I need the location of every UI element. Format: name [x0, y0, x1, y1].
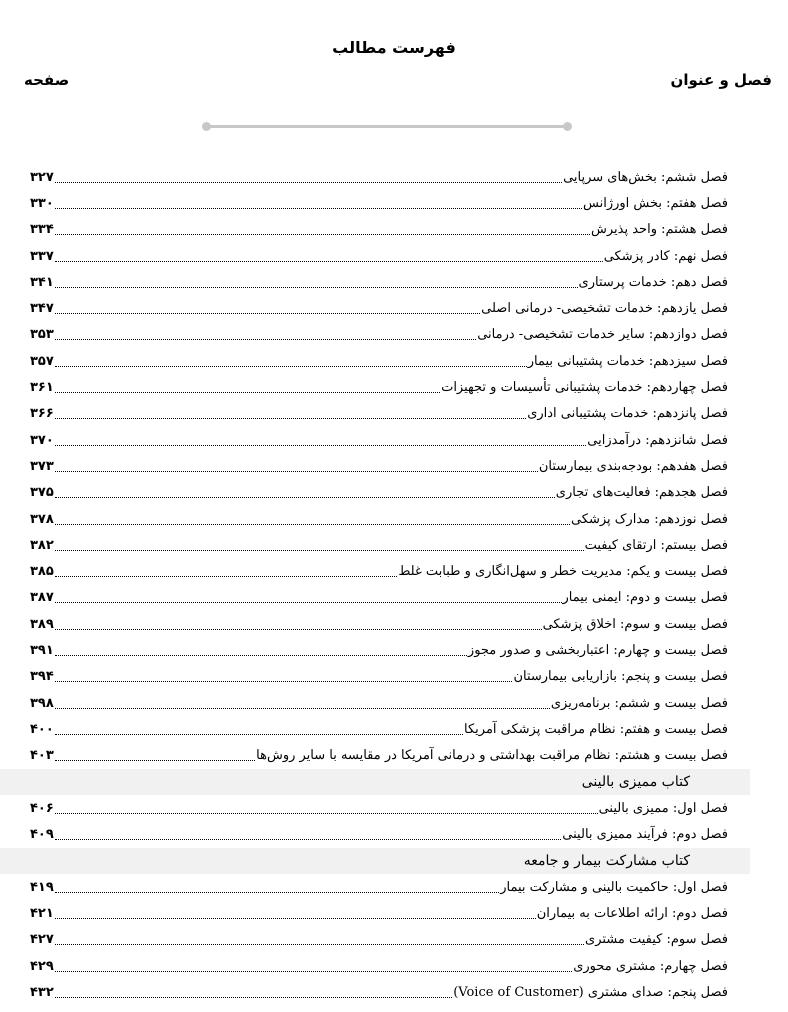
toc-entry-title: فصل دوم: ارائه اطلاعات به بیماران [536, 905, 728, 921]
toc-entry-title: فصل هجدهم: فعالیت‌های تجاری [555, 485, 728, 501]
dot-leader [55, 287, 578, 288]
toc-entry[interactable] [0, 322, 788, 348]
toc-entry-page: ۳۴۱ [30, 274, 54, 290]
toc-entry-page: ۳۹۸ [30, 695, 54, 711]
dot-leader [55, 208, 582, 209]
toc-entry-page: ۳۶۶ [30, 406, 54, 422]
dot-leader [55, 813, 598, 814]
dot-leader [55, 261, 603, 262]
dot-leader [55, 445, 586, 446]
toc-entry-page: ۳۸۵ [30, 564, 54, 580]
toc-entry[interactable] [0, 295, 788, 321]
toc-entry-title: فصل نوزدهم: مدارک پزشکی [570, 511, 728, 527]
column-header-title: فصل و عنوان [670, 71, 772, 89]
toc-entry-page: ۳۷۰ [30, 432, 54, 448]
dot-leader [55, 313, 480, 314]
toc-entry-title: فصل بیست و یکم: مدیریت خطر و سهل‌انگاری و طبابت غلط [398, 564, 728, 580]
toc-entry-title: فصل یازدهم: خدمات تشخیصی- درمانی اصلی [481, 301, 728, 317]
toc-entry-page: ۴۰۰ [30, 721, 54, 737]
dot-leader [55, 234, 590, 235]
toc-entry-title: فصل بیستم: ارتقای کیفیت [584, 537, 728, 553]
toc-entry[interactable] [0, 979, 788, 1005]
dot-leader [55, 655, 467, 656]
toc-entry-page: ۳۲۷ [30, 169, 54, 185]
dot-leader [55, 944, 584, 945]
toc-entry[interactable] [0, 664, 788, 690]
toc-entry-title: فصل بیست و هفتم: نظام مراقبت پزشکی آمریکا [464, 721, 728, 737]
toc-entry-title: فصل شانزدهم: درآمدزایی [587, 432, 728, 448]
toc-entry[interactable] [0, 374, 788, 400]
toc-entry-title: فصل اول: حاکمیت بالینی و مشارکت بیمار [500, 879, 728, 895]
toc-entry-page: ۳۹۴ [30, 669, 54, 685]
toc-entry-title: فصل چهارم: مشتری محوری [573, 958, 728, 974]
dot-leader [55, 182, 562, 183]
book-heading: کتاب مشارکت بیمار و جامعه [0, 848, 750, 874]
toc-entry[interactable] [0, 348, 788, 374]
toc-entry-title: فصل پنجم: صدای مشتری (Voice of Customer) [453, 984, 728, 1000]
toc-entry[interactable] [0, 900, 788, 926]
toc-entry[interactable] [0, 690, 788, 716]
toc-entry-page: ۳۸۷ [30, 590, 54, 606]
toc-entry[interactable] [0, 716, 788, 742]
toc-entry[interactable] [0, 743, 788, 769]
toc-entry[interactable] [0, 453, 788, 479]
toc-entry[interactable] [0, 480, 788, 506]
toc-entry-title: فصل بیست و پنجم: بازاریابی بیمارستان [513, 669, 728, 685]
toc-entry[interactable] [0, 269, 788, 295]
toc-entry-title: فصل دوم: فرآیند ممیزی بالینی [562, 827, 728, 843]
toc-entry-title: فصل چهاردهم: خدمات پشتیبانی تأسیسات و تجهیزات [441, 380, 728, 396]
dot-leader [55, 471, 538, 472]
toc-entry-page: ۳۵۷ [30, 353, 54, 369]
dot-leader [55, 339, 476, 340]
toc-entry-page: ۳۶۱ [30, 380, 54, 396]
toc-entry[interactable] [0, 795, 788, 821]
toc-entry-page: ۳۷۵ [30, 485, 54, 501]
toc-entry[interactable] [0, 217, 788, 243]
toc-entry-page: ۳۴۷ [30, 301, 54, 317]
toc-entry[interactable] [0, 953, 788, 979]
toc-entry-title: فصل بیست و ششم: برنامه‌ریزی [550, 695, 728, 711]
dot-leader [55, 971, 572, 972]
dot-leader [55, 576, 398, 577]
toc-entry-page: ۴۲۷ [30, 932, 54, 948]
toc-entry-page: ۳۷۳ [30, 458, 54, 474]
toc-entry[interactable] [0, 927, 788, 953]
toc-entry-title: فصل بیست و چهارم: اعتباربخشی و صدور مجوز [467, 642, 728, 658]
toc-entry-title: فصل پانزدهم: خدمات پشتیبانی اداری [527, 406, 728, 422]
toc-entry-page: ۴۰۳ [30, 748, 54, 764]
toc-entry-page: ۴۲۱ [30, 905, 54, 921]
page-title: فهرست مطالب [332, 38, 456, 57]
dot-leader [55, 392, 440, 393]
dot-leader [55, 997, 452, 998]
dot-leader [55, 918, 536, 919]
toc-entry-page: ۳۷۸ [30, 511, 54, 527]
toc-entry[interactable] [0, 401, 788, 427]
toc-entry-page: ۴۰۹ [30, 827, 54, 843]
toc-entry[interactable] [0, 427, 788, 453]
dot-leader [55, 550, 584, 551]
toc-entry[interactable] [0, 637, 788, 663]
toc-entry[interactable] [0, 558, 788, 584]
toc-entry-title: فصل دوازدهم: سایر خدمات تشخیصی- درمانی [477, 327, 728, 343]
toc-entry[interactable] [0, 532, 788, 558]
toc-entry[interactable] [0, 164, 788, 190]
dot-leader [55, 681, 513, 682]
toc-entry[interactable] [0, 611, 788, 637]
toc-entry-page: ۳۳۴ [30, 222, 54, 238]
toc-entry-title: فصل هفتم: بخش اورژانس [583, 195, 728, 211]
toc-entry-page: ۳۸۹ [30, 616, 54, 632]
toc-entry-page: ۳۹۱ [30, 642, 54, 658]
toc-entry[interactable] [0, 874, 788, 900]
toc-entry-title: فصل هفدهم: بودجه‌بندی بیمارستان [538, 458, 728, 474]
toc-entry-page: ۳۸۲ [30, 537, 54, 553]
dot-leader [55, 524, 570, 525]
toc-entry-title: فصل بیست و دوم: ایمنی بیمار [562, 590, 728, 606]
dot-leader [55, 892, 499, 893]
toc-entry-page: ۴۲۹ [30, 958, 54, 974]
dot-leader [55, 629, 542, 630]
header-divider [206, 125, 568, 128]
toc-entry-page: ۴۱۹ [30, 879, 54, 895]
dot-leader [55, 839, 561, 840]
book-heading: کتاب ممیزی بالینی [0, 769, 750, 795]
dot-leader [55, 760, 255, 761]
toc-entry-title: فصل ششم: بخش‌های سرپایی [563, 169, 728, 185]
toc-entry[interactable] [0, 190, 788, 216]
toc-entry-title: فصل سیزدهم: خدمات پشتیبانی بیمار [527, 353, 728, 369]
toc-entry-page: ۳۳۰ [30, 195, 54, 211]
column-header-page: صفحه [24, 71, 70, 89]
toc-entry-title: فصل دهم: خدمات پرستاری [578, 274, 728, 290]
dot-leader [55, 497, 555, 498]
toc-entry-title: فصل سوم: کیفیت مشتری [585, 932, 728, 948]
toc-entry-title: فصل نهم: کادر پزشکی [603, 248, 728, 264]
toc-entry[interactable] [0, 821, 788, 847]
dot-leader [55, 708, 550, 709]
toc-entry-title: فصل هشتم: واحد پذیرش [591, 222, 728, 238]
dot-leader [55, 602, 562, 603]
toc-entry-title: فصل بیست و سوم: اخلاق پزشکی [542, 616, 728, 632]
toc-entry-page: ۳۳۷ [30, 248, 54, 264]
toc-entry[interactable] [0, 243, 788, 269]
dot-leader [55, 366, 527, 367]
table-of-contents [0, 164, 788, 1006]
toc-entry-page: ۴۳۲ [30, 984, 54, 1000]
dot-leader [55, 418, 526, 419]
toc-entry-title: فصل بیست و هشتم: نظام مراقبت بهداشتی و درمانی آمریکا در مقایسه با سایر روش‌ها [256, 748, 728, 764]
toc-entry-page: ۳۵۳ [30, 327, 54, 343]
dot-leader [55, 734, 463, 735]
toc-entry[interactable] [0, 506, 788, 532]
toc-entry[interactable] [0, 585, 788, 611]
toc-entry-title: فصل اول: ممیزی بالینی [598, 800, 728, 816]
toc-entry-page: ۴۰۶ [30, 800, 54, 816]
